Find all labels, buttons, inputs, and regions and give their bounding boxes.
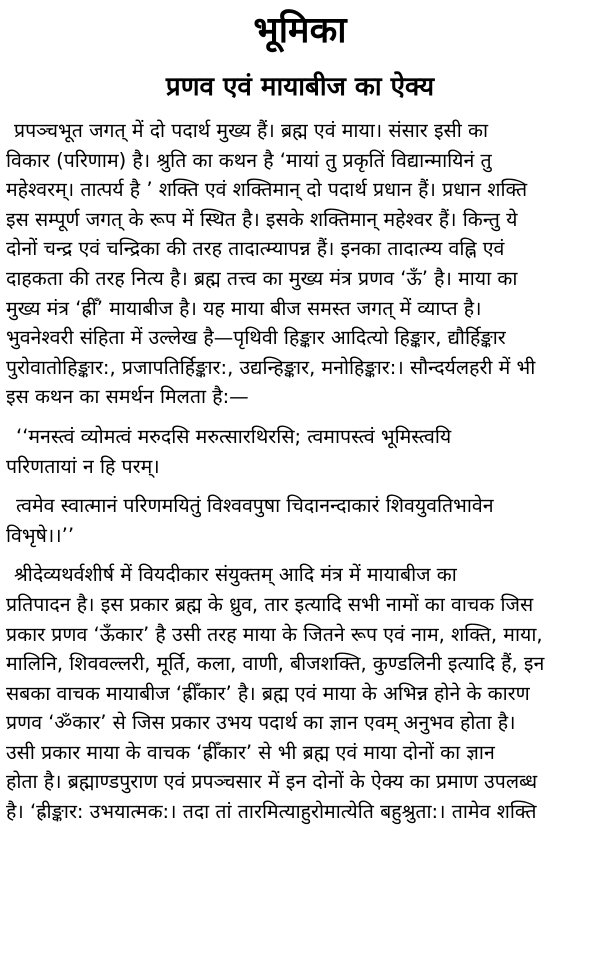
text-line: उसी प्रकार माया के वाचक ‘ह्रीँकार’ से भी ब्रह्म एवं माया दोनों का ज्ञान (6, 740, 495, 764)
text-line: विभृषे।।’’ (6, 523, 75, 547)
section-subtitle: प्रणव एवं मायाबीज का ऐक्य (165, 72, 435, 102)
text-line: महेश्वरम्। तात्पर्य है ’ शक्ति एवं शक्तिमान् दो पदार्थ प्रधान हैं। प्रधान शक्ति (6, 178, 528, 202)
text-line: प्रपञ्चभूत जगत् में दो पदार्थ मुख्य हैं। ब्रह्म एवं माया। संसार इसी का (14, 119, 489, 142)
text-line: भुवनेश्वरी संहिता में उल्लेख है—पृथिवी हिङ्कार आदित्यो हिङ्कार, द्यौर्हिङ्कार (6, 326, 506, 350)
text-line: दाहकता की तरह नित्य है। ब्रह्म तत्त्व का मुख्य मंत्र प्रणव ‘ऊँ’ है। माया का (6, 266, 518, 290)
text-line: ‘‘मनस्त्वं व्योमत्वं मरुदसि मरुत्सारथिरसि; त्वमापस्त्वं भूमिस्त्वयि (16, 424, 452, 448)
text-line: मुख्य मंत्र ‘ह्रीँ’ मायाबीज है। यह माया बीज समस्त जगत् में व्याप्त है। (6, 296, 482, 320)
text-line: परिणतायां न हि परम्। (6, 454, 160, 478)
text-line: सबका वाचक मायाबीज ‘ह्रीँकार’ है। ब्रह्म एवं माया के अभिन्न होने के कारण (6, 681, 530, 705)
paragraph-intro (6, 116, 594, 412)
text-line: त्वमेव स्वात्मानं परिणमयितुं विश्ववपुषा चिदानन्दाकारं शिवयुवतिभावेन (16, 494, 494, 518)
text-line: प्रणव ‘ॐकार’ से जिस प्रकार उभय पदार्थ का ज्ञान एवम् अनुभव होता है। (6, 711, 516, 735)
text-line: दोनों चन्द्र एवं चन्द्रिका की तरह तादात्म्यापन्न हैं। इनका तादात्म्य वह्नि एवं (6, 237, 505, 261)
text-line: पुरोवातोहिङ्कार:, प्रजापतिर्हिङ्कार:, उद्यन्हिङ्कार, मनोहिङ्कार:। सौन्दर्यलहरी में भी (6, 355, 536, 379)
verse-quote-2 (6, 491, 594, 550)
text-line: प्रकार प्रणव ‘ऊँकार’ है उसी तरह माया के जितने रूप एवं नाम, शक्ति, माया, (6, 622, 543, 646)
text-line: होता है। ब्रह्माण्डपुराण एवं प्रपञ्चसार में इन दोनों के ऐक्य का प्रमाण उपलब्ध (6, 770, 538, 794)
page-title: भूमिका (253, 10, 347, 51)
text-line: इस कथन का समर्थन मिलता है:— (6, 385, 249, 409)
verse-quote-1 (6, 422, 594, 481)
text-line: विकार (परिणाम) है। श्रुति का कथन है ‘मायां तु प्रकृतिं विद्यान्मायिनं तु (6, 148, 492, 172)
text-line: है। ‘ह्रीङ्कार: उभयात्मक:। तदा तां तारमित्याहुरोमात्येति बहुश्रुता:। तामेव शक्ति (6, 800, 537, 824)
text-line: मालिनि, शिववल्लरी, मूर्ति, कला, वाणी, बीजशक्ति, कुण्डलिनी इत्यादि हैं, इन (6, 652, 545, 676)
paragraph-main (6, 560, 594, 826)
text-line: प्रतिपादन है। इस प्रकार ब्रह्म के ध्रुव, तार इत्यादि सभी नामों का वाचक जिस (6, 592, 534, 616)
text-line: श्रीदेव्यथर्वशीर्ष में वियदीकार संयुक्तम् आदि मंत्र में मायाबीज का (14, 563, 457, 587)
text-line: इस सम्पूर्ण जगत् के रूप में स्थित है। इसके शक्तिमान् महेश्वर हैं। किन्तु ये (6, 207, 518, 231)
